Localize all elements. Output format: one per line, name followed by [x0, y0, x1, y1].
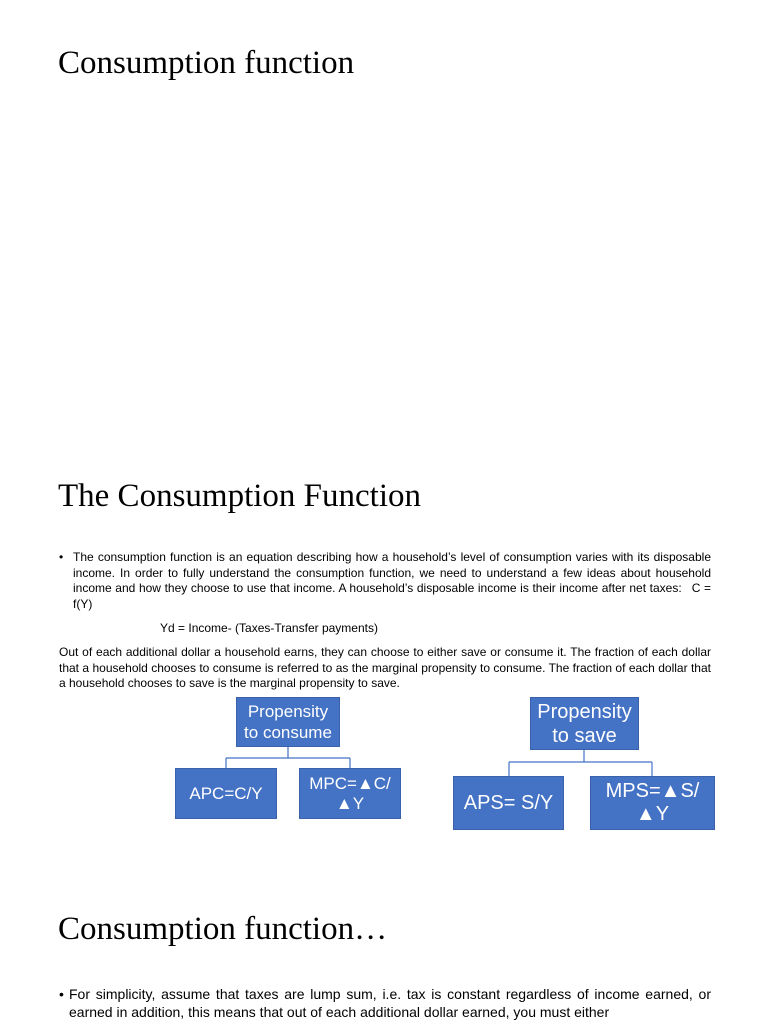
- apc-label: APC=C/Y: [189, 783, 263, 803]
- slide-title-the-consumption-function: The Consumption Function: [58, 478, 421, 514]
- propensity-to-consume-line1: Propensity: [247, 702, 329, 721]
- apc-box: [175, 768, 277, 819]
- mps-label: MPS=▲S/▲Y: [605, 780, 700, 825]
- propensity-to-consume-box: [236, 697, 340, 747]
- slide-title-consumption-function: Consumption function: [58, 45, 355, 81]
- consumption-formula: C = f(Y): [73, 581, 712, 611]
- bullet-dot: •: [59, 986, 64, 1002]
- propensity-to-consume-line2: to consume: [244, 723, 332, 742]
- bullet-text: For simplicity, assume that taxes are lump sum, i.e. tax is constant regardless of income earned, or earned in addition, this means that out of each additional dollar earned, you must either: [69, 986, 711, 1020]
- aps-box: [453, 776, 564, 830]
- propensity-to-save-line2: to save: [552, 724, 617, 747]
- consumption-function-bullet: [59, 550, 711, 612]
- bullet-text: The consumption function is an equation describing how a household’s level of consumption varies with its disposable income. In order to fully understand the consumption function, we need to understand a few ideas about household income and how they choose to use that income. A household’s disposable income is their income after net taxes:: [73, 550, 711, 595]
- lump-sum-tax-bullet: [59, 985, 711, 1021]
- bullet-body: [59, 550, 711, 612]
- disposable-income-formula: Yd = Income- (Taxes-Transfer payments): [160, 621, 378, 635]
- slide-title-consumption-function-continued: Consumption function…: [58, 911, 388, 947]
- aps-label: APS= S/Y: [463, 791, 554, 814]
- propensity-to-save-line1: Propensity: [537, 700, 632, 723]
- propensity-paragraph: Out of each additional dollar a household earns, they can choose to either save or consume it. The fraction of each dollar that a household chooses to consume is referred to as the marginal propensity to consume. The fraction of each dollar that a household chooses to save is the marginal propensity to save.: [59, 645, 711, 690]
- bullet-dot: •: [59, 550, 64, 564]
- propensity-to-save-box: [530, 697, 639, 750]
- mpc-box: [299, 768, 401, 819]
- mpc-label: MPC=▲C/▲Y: [309, 773, 391, 813]
- mps-box: [590, 776, 715, 830]
